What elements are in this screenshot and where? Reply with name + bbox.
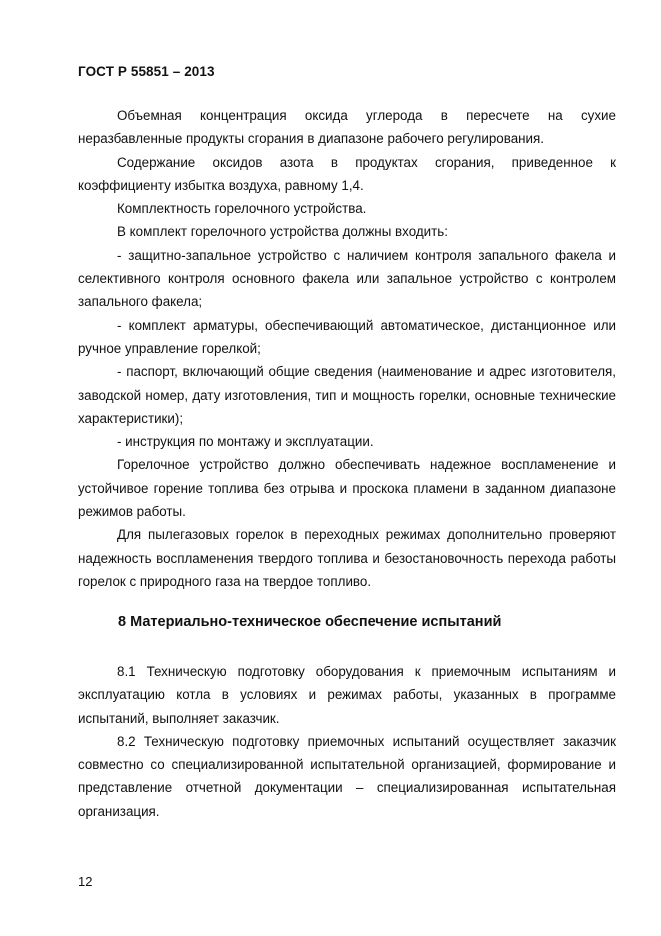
list-item: - инструкция по монтажу и эксплуатации. (117, 434, 374, 450)
paragraph: Объемная концентрация оксида углерода в пересчете на сухие неразбавленные продукты сгорания в диапазоне рабочего регулирования. (78, 108, 616, 147)
section-paragraph: 8.1 Техническую подготовку оборудования к приемочным испытаниям и эксплуатацию котла в условиях и режимах работы, указанных в программе испытаний, выполняет заказчик. (78, 664, 616, 726)
list-item: - защитно-запальное устройство с наличием контроля запального факела и селективного контроля основного факела или запальное устройство с контролем запального факела; (78, 247, 616, 310)
document-header: ГОСТ Р 55851 – 2013 (78, 64, 215, 79)
page-number: 12 (78, 874, 93, 889)
paragraph: В комплект горелочного устройства должны входить: (117, 224, 448, 240)
body-text (78, 104, 616, 593)
paragraph: Комплектность горелочного устройства. (117, 201, 367, 217)
paragraph: Горелочное устройство должно обеспечивать надежное воспламенение и устойчивое горение топлива без отрыва и проскока пламени в заданном диапазоне режимов работы. (78, 457, 616, 520)
list-item: - комплект арматуры, обеспечивающий автоматическое, дистанционное или ручное управление горелкой; (78, 317, 616, 356)
section-heading: 8 Материально-техническое обеспечение испытаний (118, 614, 502, 630)
paragraph: Для пылегазовых горелок в переходных режимах дополнительно проверяют надежность воспламенения твердого топлива и безостановочность перехода работы горелок с природного газа на твердое топливо. (78, 527, 616, 589)
section-body (78, 660, 616, 823)
section-paragraph: 8.2 Техническую подготовку приемочных испытаний осуществляет заказчик совместно со специализированной испытательной организацией, формирование и представление отчетной документации – специализированная испытательная организация. (78, 733, 616, 819)
paragraph: Содержание оксидов азота в продуктах сгорания, приведенное к коэффициенту избытка воздуха, равному 1,4. (78, 154, 616, 193)
list-item: - паспорт, включающий общие сведения (наименование и адрес изготовителя, заводской номер, дату изготовления, тип и мощность горелки, основные технические характеристики); (78, 364, 616, 426)
